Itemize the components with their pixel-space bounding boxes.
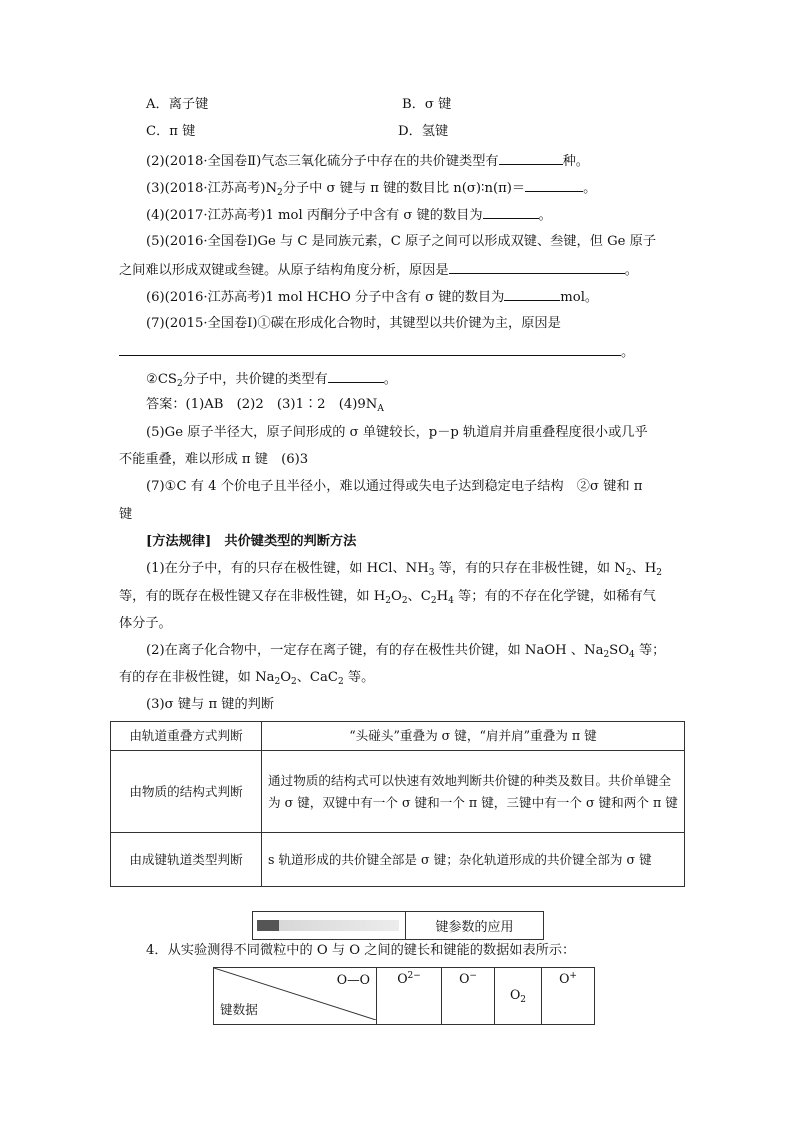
text: O — [280, 670, 292, 685]
answer-blank — [328, 369, 384, 383]
method-p1-line-1 — [146, 560, 662, 582]
section-tag-graphic — [253, 912, 405, 939]
rule-content: “头碰头”重叠为 σ 键，“肩并肩”重叠为 π 键 — [262, 722, 685, 751]
method-tag: [方法规律] — [146, 534, 212, 549]
rule-label: 由成键轨道类型判断 — [111, 833, 262, 887]
subscript: 2 — [337, 677, 344, 687]
text: 等；有的不存在化学键，如稀有气 — [453, 589, 656, 604]
answer-text: 答案：(1)AB (2)2 (3)1∶2 (4)9N — [146, 397, 378, 412]
text: H — [436, 589, 449, 604]
rule-label: 由轨道重叠方式判断 — [111, 722, 262, 751]
text: (1)在分子中，有的只存在极性键，如 HCl、NH — [146, 561, 429, 576]
sub-question-3-text-b: 分子中 σ 键与 π 键的数目比 n(σ)∶n(π)＝ — [282, 181, 526, 196]
sub-question-5-end: 。 — [624, 263, 638, 278]
sub-question-6-text: (6)(2016·江苏高考)1 mol HCHO 分子中含有 σ 键的数目为 — [146, 290, 505, 305]
method-p1-line-3: 体分子。 — [119, 616, 172, 631]
species-symbol: O — [397, 971, 408, 986]
sub-question-7-line-1: (7)(2015·全国卷Ⅰ)①碳在形成化合物时，其键型以共价键为主，原因是 — [146, 316, 561, 331]
section-tag-bar — [257, 920, 399, 931]
subscript: A — [377, 404, 384, 414]
sub-question-2 — [146, 151, 589, 171]
subscript: 2 — [656, 568, 662, 578]
answer-line-2: (5)Ge 原子半径大，原子间形成的 σ 单键较长，p－p 轨道肩并肩重叠程度很小或几乎 — [146, 425, 648, 440]
table-row — [111, 751, 685, 833]
table-row — [111, 722, 685, 751]
subscript: 4 — [448, 596, 454, 606]
sub-question-3 — [146, 178, 596, 202]
sub-question-5-text: 之间难以形成双键或叁键。从原子结构角度分析，原因是 — [119, 263, 449, 278]
sub-question-6-end: mol。 — [560, 290, 599, 305]
method-p2-line-2 — [119, 669, 374, 691]
sub-question-2-end: 种。 — [562, 154, 589, 169]
option-b: B．σ 键 — [402, 97, 452, 112]
rule-label: 由物质的结构式判断 — [111, 751, 262, 833]
text: 等，有的只存在非极性键，如 N — [434, 561, 626, 576]
method-p1-line-2 — [119, 588, 656, 610]
sub-question-7-end: 。 — [621, 345, 635, 360]
answer-blank — [449, 260, 625, 274]
species-dioxygenyl — [542, 968, 595, 1025]
sub-question-7-text-b: 分子中，共价键的类型有 — [182, 372, 328, 387]
option-d: D．氢键 — [398, 124, 449, 139]
species-symbol: O — [509, 987, 521, 1002]
subscript: 3 — [428, 568, 435, 578]
text: 等。 — [343, 670, 375, 685]
method-p3: (3)σ 键与 π 键的判断 — [146, 697, 275, 712]
sub-question-4 — [146, 205, 552, 225]
text: 、C — [407, 589, 431, 604]
section-banner — [252, 911, 544, 940]
text: 、H — [631, 561, 657, 576]
text: 有的存在非极性键，如 Na — [119, 670, 275, 685]
method-p2-line-1 — [146, 642, 665, 664]
sub-question-3-text: (3)(2018·江苏高考)N — [146, 181, 278, 196]
species-symbol: O — [459, 971, 470, 986]
text: 等； — [634, 643, 666, 658]
answer-line-4: (7)①C 有 4 个价电子且半径小，难以通过得或失电子达到稳定电子结构 ②σ 键和 π — [146, 479, 643, 494]
species-oxygen — [495, 968, 542, 1025]
answer-blank — [499, 151, 563, 165]
text: SO — [609, 643, 630, 658]
sub-question-7-line-2 — [119, 342, 634, 362]
subscript: 2 — [430, 596, 437, 606]
charge: 2− — [407, 971, 421, 981]
corner-bottom-label: 键数据 — [220, 1002, 258, 1017]
charge: − — [469, 971, 477, 981]
answer-blank — [483, 205, 539, 219]
subscript: 4 — [629, 650, 635, 660]
subscript: 2 — [176, 379, 183, 389]
section-title: 键参数的应用 — [405, 912, 543, 939]
sub-question-6 — [146, 287, 598, 307]
charge: + — [569, 971, 577, 981]
sub-question-2-text: (2)(2018·全国卷Ⅱ)气态三氧化硫分子中存在的共价键类型有 — [146, 154, 499, 169]
answer-blank — [119, 342, 621, 356]
subscript: 2 — [625, 568, 632, 578]
species-peroxide — [377, 968, 442, 1025]
text: 等，有的既存在极性键又存在非极性键，如 H — [119, 589, 386, 604]
subscript: 2 — [401, 596, 408, 606]
option-c: C．π 键 — [146, 124, 196, 139]
bond-data-table — [213, 967, 595, 1025]
sub-question-7-line-3 — [146, 369, 397, 393]
option-a: A．离子键 — [146, 97, 209, 112]
method-title: 共价键类型的判断方法 — [224, 534, 357, 549]
sub-question-7-text: ②CS — [146, 372, 177, 387]
sub-question-4-text: (4)(2017·江苏高考)1 mol 丙酮分子中含有 σ 键的数目为 — [146, 208, 483, 223]
sub-question-5-line-2 — [119, 260, 638, 280]
subscript: 2 — [291, 677, 297, 687]
sub-question-4-end: 。 — [538, 208, 552, 223]
species-symbol: O — [559, 971, 570, 986]
text: 、CaC — [296, 670, 338, 685]
corner-top-label: O—O — [336, 972, 370, 987]
text: (2)在离子化合物中，一定存在离子键，有的存在极性共价键，如 NaOH 、Na — [146, 643, 604, 658]
table-row — [111, 833, 685, 887]
question-4-stem: 4．从实验测得不同微粒中的 O 与 O 之间的键长和键能的数据如表所示： — [146, 943, 576, 958]
subscript: 2 — [520, 995, 527, 1005]
sub-question-7-end-b: 。 — [383, 372, 397, 387]
sub-question-5-line-1: (5)(2016·全国卷Ⅰ)Ge 与 C 是同族元素，C 原子之间可以形成双键、叁键，但 Ge 原子 — [146, 234, 657, 249]
rule-content: s 轨道形成的共价键全部是 σ 键；杂化轨道形成的共价键全部为 σ 键 — [262, 833, 685, 887]
diagonal-header-cell — [214, 968, 377, 1025]
subscript: 2 — [277, 188, 283, 198]
table-row — [214, 968, 595, 1025]
answer-blank — [525, 178, 583, 192]
answer-blank — [504, 287, 560, 301]
text: O — [391, 589, 402, 604]
sigma-pi-rules-table — [110, 721, 685, 887]
subscript: 2 — [603, 650, 610, 660]
answer-line-5: 键 — [119, 507, 133, 522]
subscript: 2 — [385, 596, 391, 606]
subscript: 2 — [274, 677, 281, 687]
sub-question-3-end: 。 — [583, 181, 597, 196]
species-superoxide — [442, 968, 495, 1025]
answer-line-3: 不能重叠，难以形成 π 键 (6)3 — [119, 452, 309, 467]
rule-content: 通过物质的结构式可以快速有效地判断共价键的种类及数目。共价单键全为 σ 键，双键中有一个 σ 键和一个 π 键，三键中有一个 σ 键和两个 π 键 — [262, 751, 685, 833]
answer-line-1 — [146, 396, 384, 418]
method-heading — [146, 533, 356, 551]
